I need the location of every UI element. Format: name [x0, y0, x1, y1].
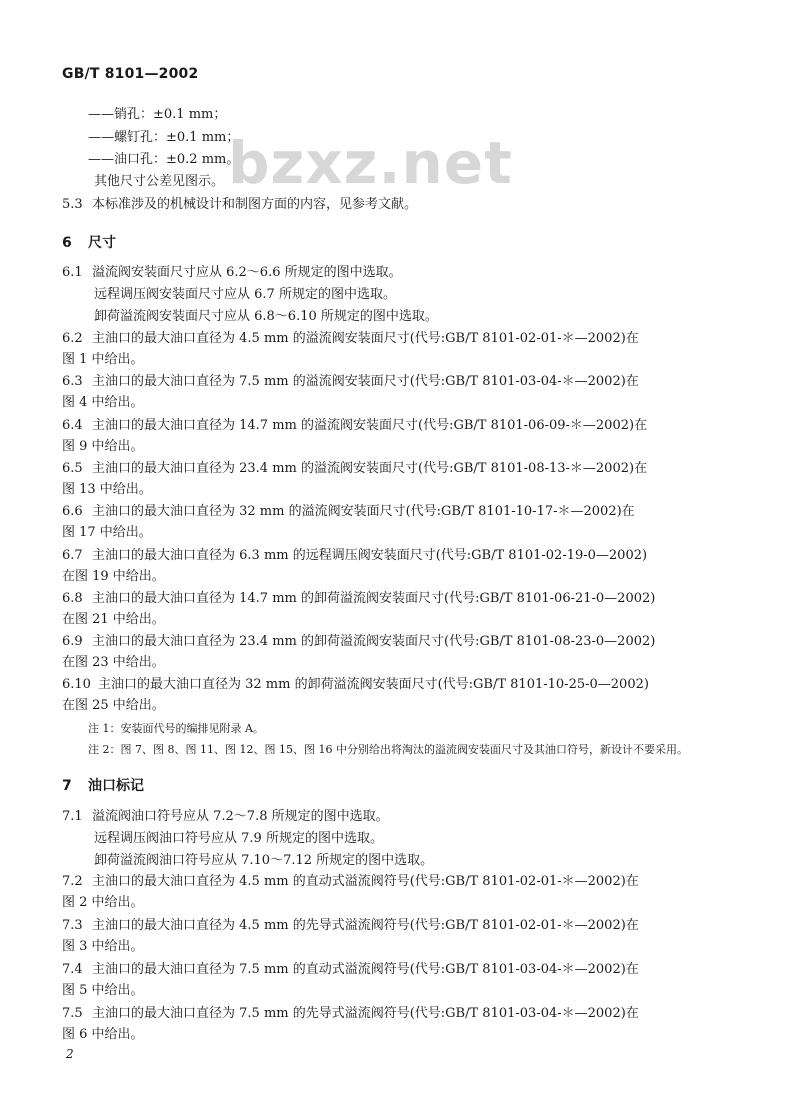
clause-continuation: 图 6 中给出。 — [62, 1027, 144, 1042]
clause-continuation: 在图 23 中给出。 — [62, 655, 165, 671]
clause-text: 主油口的最大油口直径为 4.5 mm 的先导式溢流阀符号(代号:GB/T 8101-02-01-＊—2002)在 — [92, 918, 639, 933]
clause-continuation: 图 17 中给出。 — [62, 525, 152, 541]
clause-text: 主油口的最大油口直径为 6.3 mm 的远程调压阀安装面尺寸(代号:GB/T 8101-02-19-0—2002) — [92, 547, 648, 563]
section-title: 尺寸 — [88, 235, 116, 251]
watermark: bzxz.net — [228, 129, 513, 197]
section-6-clause — [62, 330, 639, 348]
clause-number: 7.3 — [62, 918, 83, 933]
clause-number: 7.4 — [62, 962, 83, 977]
clause-number: 7.2 — [62, 874, 83, 889]
section-7-clause — [62, 1005, 639, 1023]
clause-text: 主油口的最大油口直径为 7.5 mm 的溢流阀安装面尺寸(代号:GB/T 8101-03-04-＊—2002)在 — [92, 374, 639, 390]
clause-number: 6.7 — [62, 547, 83, 563]
note-2: 注 2：图 7、图 8、图 11、图 12、图 15、图 16 中分别给出将淘汰的溢流阀安装面尺寸及其油口符号，新设计不要采用。 — [88, 743, 688, 756]
clause-text-line: 卸荷溢流阀安装面尺寸应从 6.8～6.10 所规定的图中选取。 — [94, 309, 438, 324]
clause-text: 溢流阀油口符号应从 7.2～7.8 所规定的图中选取。 — [92, 809, 389, 824]
clause-number: 7.5 — [62, 1006, 83, 1021]
section-6-clause — [62, 590, 655, 608]
clause-number: 6.10 — [62, 677, 91, 693]
clause-continuation: 在图 21 中给出。 — [62, 611, 165, 627]
clause-continuation: 图 13 中给出。 — [62, 481, 152, 497]
section-6-clause — [62, 373, 639, 391]
tolerance-line: 其他尺寸公差见图示。 — [94, 174, 225, 189]
clause-number: 6.3 — [62, 374, 83, 390]
clause-text: 主油口的最大油口直径为 7.5 mm 的直动式溢流阀符号(代号:GB/T 8101-03-04-＊—2002)在 — [92, 962, 639, 977]
clause-7-1 — [62, 808, 389, 826]
clause-text: 主油口的最大油口直径为 23.4 mm 的卸荷溢流阀安装面尺寸(代号:GB/T 8101-08-23-0—2002) — [92, 634, 656, 650]
section-title: 油口标记 — [88, 778, 144, 794]
section-7-clause — [62, 917, 639, 935]
clause-text: 主油口的最大油口直径为 32 mm 的卸荷溢流阀安装面尺寸(代号:GB/T 8101-10-25-0—2002) — [98, 677, 649, 693]
clause-text: 本标准涉及的机械设计和制图方面的内容，见参考文献。 — [92, 197, 418, 212]
clause-continuation: 在图 25 中给出。 — [62, 698, 165, 714]
clause-number: 6.6 — [62, 504, 83, 520]
clause-number: 7.1 — [62, 809, 83, 824]
clause-continuation: 图 4 中给出。 — [62, 395, 144, 411]
section-6-heading — [62, 232, 116, 252]
section-6-clause — [62, 633, 655, 651]
section-6-clause — [62, 460, 647, 478]
clause-continuation: 图 2 中给出。 — [62, 895, 144, 910]
clause-continuation: 图 9 中给出。 — [62, 438, 144, 454]
clause-text: 主油口的最大油口直径为 23.4 mm 的溢流阀安装面尺寸(代号:GB/T 8101-08-13-＊—2002)在 — [92, 460, 648, 476]
clause-number: 6.8 — [62, 590, 83, 606]
section-7-heading — [62, 775, 144, 795]
clause-text: 溢流阀安装面尺寸应从 6.2～6.6 所规定的图中选取。 — [92, 265, 402, 280]
clause-text: 主油口的最大油口直径为 7.5 mm 的先导式溢流阀符号(代号:GB/T 8101-03-04-＊—2002)在 — [92, 1006, 639, 1021]
clause-6-1 — [62, 264, 402, 282]
clause-continuation: 图 3 中给出。 — [62, 939, 144, 954]
clause-number: 6.1 — [62, 265, 83, 280]
clause-text-line: 远程调压阀油口符号应从 7.9 所规定的图中选取。 — [94, 831, 383, 846]
clause-text: 主油口的最大油口直径为 14.7 mm 的卸荷溢流阀安装面尺寸(代号:GB/T 8101-06-21-0—2002) — [92, 590, 656, 606]
clause-text: 主油口的最大油口直径为 4.5 mm 的直动式溢流阀符号(代号:GB/T 8101-02-01-＊—2002)在 — [92, 874, 639, 889]
clause-number: 6.4 — [62, 417, 83, 433]
clause-text: 主油口的最大油口直径为 4.5 mm 的溢流阀安装面尺寸(代号:GB/T 8101-02-01-＊—2002)在 — [92, 331, 639, 346]
clause-text-line: 远程调压阀安装面尺寸应从 6.7 所规定的图中选取。 — [94, 287, 396, 302]
clause-number: 6.9 — [62, 634, 83, 650]
clause-continuation: 图 5 中给出。 — [62, 983, 144, 998]
clause-text-line: 卸荷溢流阀油口符号应从 7.10～7.12 所规定的图中选取。 — [94, 853, 434, 868]
clause-continuation: 图 1 中给出。 — [62, 352, 144, 367]
clause-number: 5.3 — [62, 197, 83, 212]
clause-continuation: 在图 19 中给出。 — [62, 568, 165, 584]
clause-text: 主油口的最大油口直径为 32 mm 的溢流阀安装面尺寸(代号:GB/T 8101-10-17-＊—2002)在 — [92, 504, 635, 520]
section-7-clause — [62, 961, 639, 979]
section-6-clause — [62, 503, 635, 521]
clause-text: 主油口的最大油口直径为 14.7 mm 的溢流阀安装面尺寸(代号:GB/T 8101-06-09-＊—2002)在 — [92, 417, 648, 433]
section-number: 6 — [62, 235, 72, 251]
tolerance-line: ——销孔：±0.1 mm； — [88, 107, 227, 122]
clause-number: 6.5 — [62, 460, 83, 476]
tolerance-line: ——油口孔：±0.2 mm。 — [88, 152, 240, 167]
document-header: GB/T 8101—2002 — [62, 66, 199, 82]
tolerance-line: ——螺钉孔：±0.1 mm； — [88, 130, 240, 145]
clause-5-3 — [62, 196, 417, 214]
section-6-clause — [62, 417, 647, 435]
clause-number: 6.2 — [62, 331, 83, 346]
note-1: 注 1：安装面代号的编排见附录 A。 — [88, 722, 264, 735]
section-number: 7 — [62, 778, 72, 794]
page-number: 2 — [66, 1047, 74, 1061]
section-6-clause — [62, 676, 649, 694]
section-6-clause — [62, 547, 647, 565]
section-7-clause — [62, 873, 639, 891]
